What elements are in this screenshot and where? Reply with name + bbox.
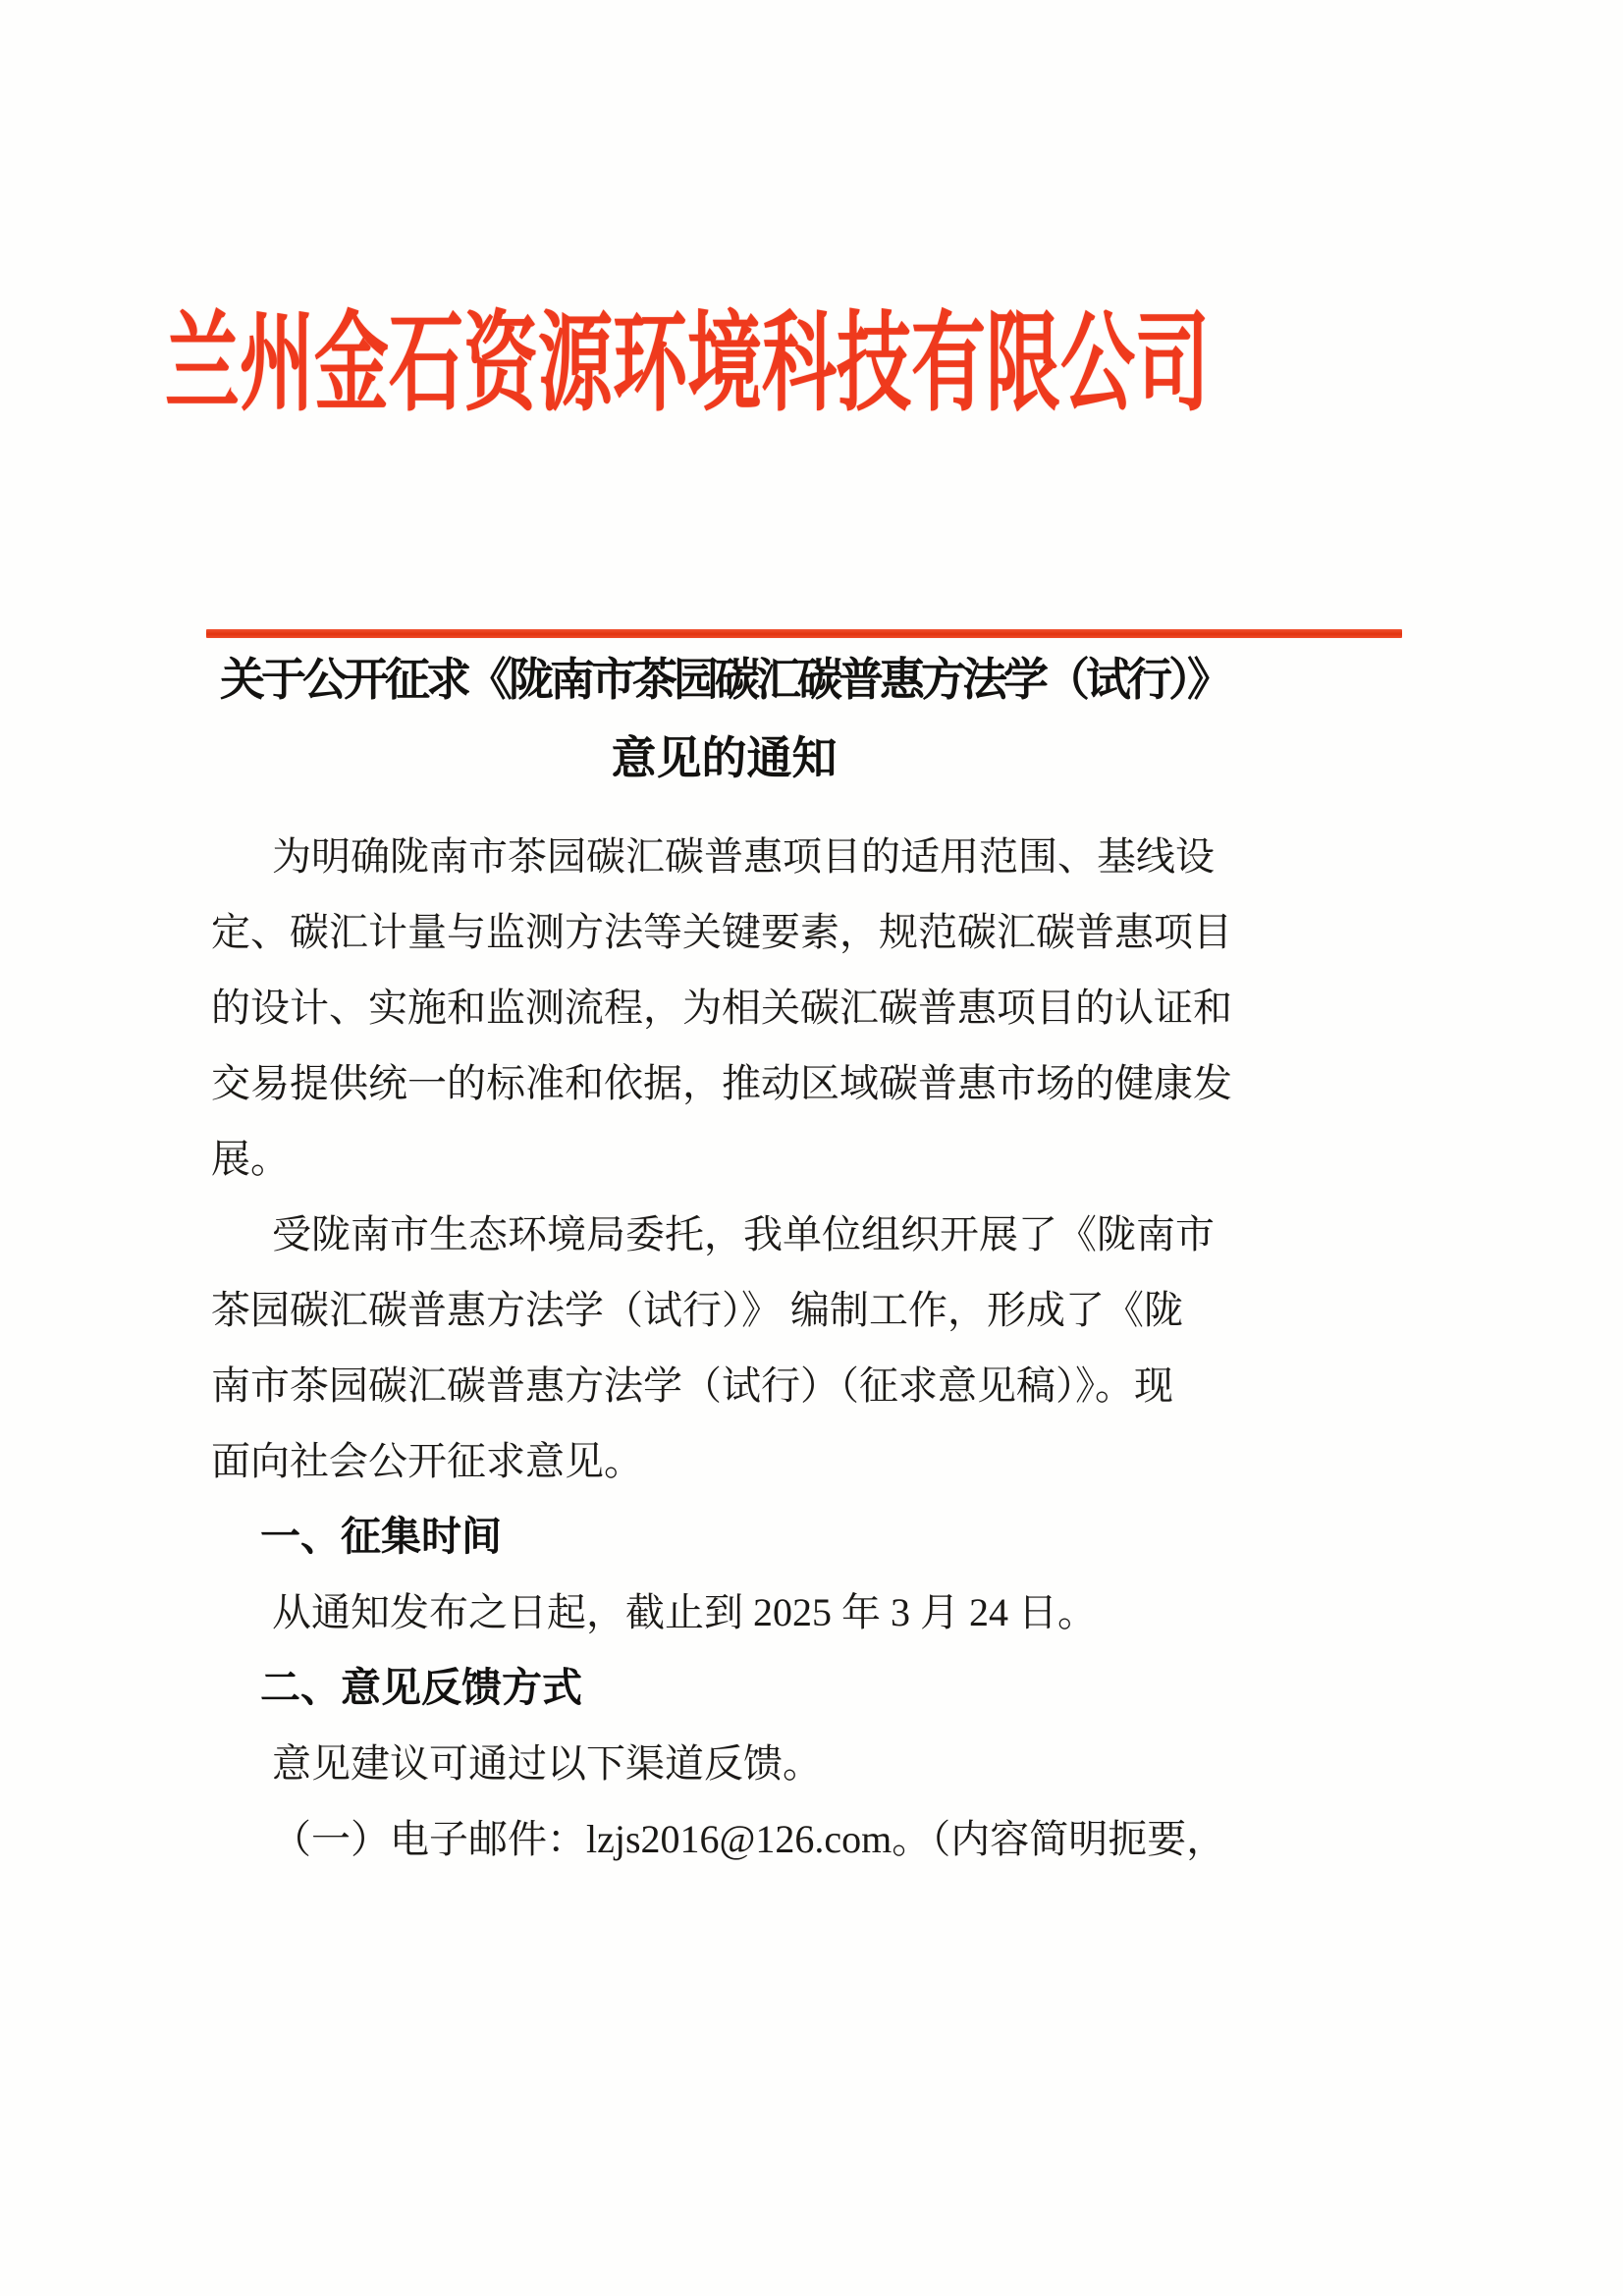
paragraph1-line3: 的设计、实施和监测流程，为相关碳汇碳普惠项目的认证和 [211,986,1232,1030]
paragraph1-line4: 交易提供统一的标准和依据，推动区域碳普惠市场的健康发 [211,1061,1232,1105]
notice-title-line1: 关于公开征求《陇南市茶园碳汇碳普惠方法学（试行）》 [220,655,1228,705]
letterhead-divider-rule [206,629,1402,638]
section2-heading: 二、意见反馈方式 [260,1665,582,1710]
company-letterhead [165,277,1210,425]
email-channel-note: 。（内容简明扼要， [892,1817,1226,1861]
paragraph2-line2: 茶园碳汇碳普惠方法学（试行）》 编制工作，形成了《陇 [211,1288,1183,1332]
section2-intro: 意见建议可通过以下渠道反馈。 [272,1741,822,1786]
section2-item1 [211,1801,1237,1877]
company-name: 兰州金石资源环境科技有限公司 [165,305,1210,425]
paragraph2-line3: 南市茶园碳汇碳普惠方法学（试行）（征求意见稿）》。现 [211,1363,1173,1408]
section1-body: 从通知发布之日起，截止到 2025 年 3 月 24 日。 [272,1590,1097,1634]
section1-heading: 一、征集时间 [260,1514,502,1559]
notice-content [211,640,1237,1877]
paragraph1-line5: 展。 [211,1137,290,1181]
email-channel-label: （一）电子邮件： [272,1817,586,1861]
paragraph1-line1: 为明确陇南市茶园碳汇碳普惠项目的适用范围、基线设 [272,834,1215,879]
paragraph1-line2: 定、碳汇计量与监测方法等关键要素，规范碳汇碳普惠项目 [211,910,1232,954]
notice-title-line2: 意见的通知 [611,733,838,783]
paragraph2-line1: 受陇南市生态环境局委托，我单位组织开展了《陇南市 [272,1212,1215,1256]
paragraph2-line4: 面向社会公开征求意见。 [211,1439,643,1483]
email-address: lzjs2016@126.com [586,1817,893,1861]
